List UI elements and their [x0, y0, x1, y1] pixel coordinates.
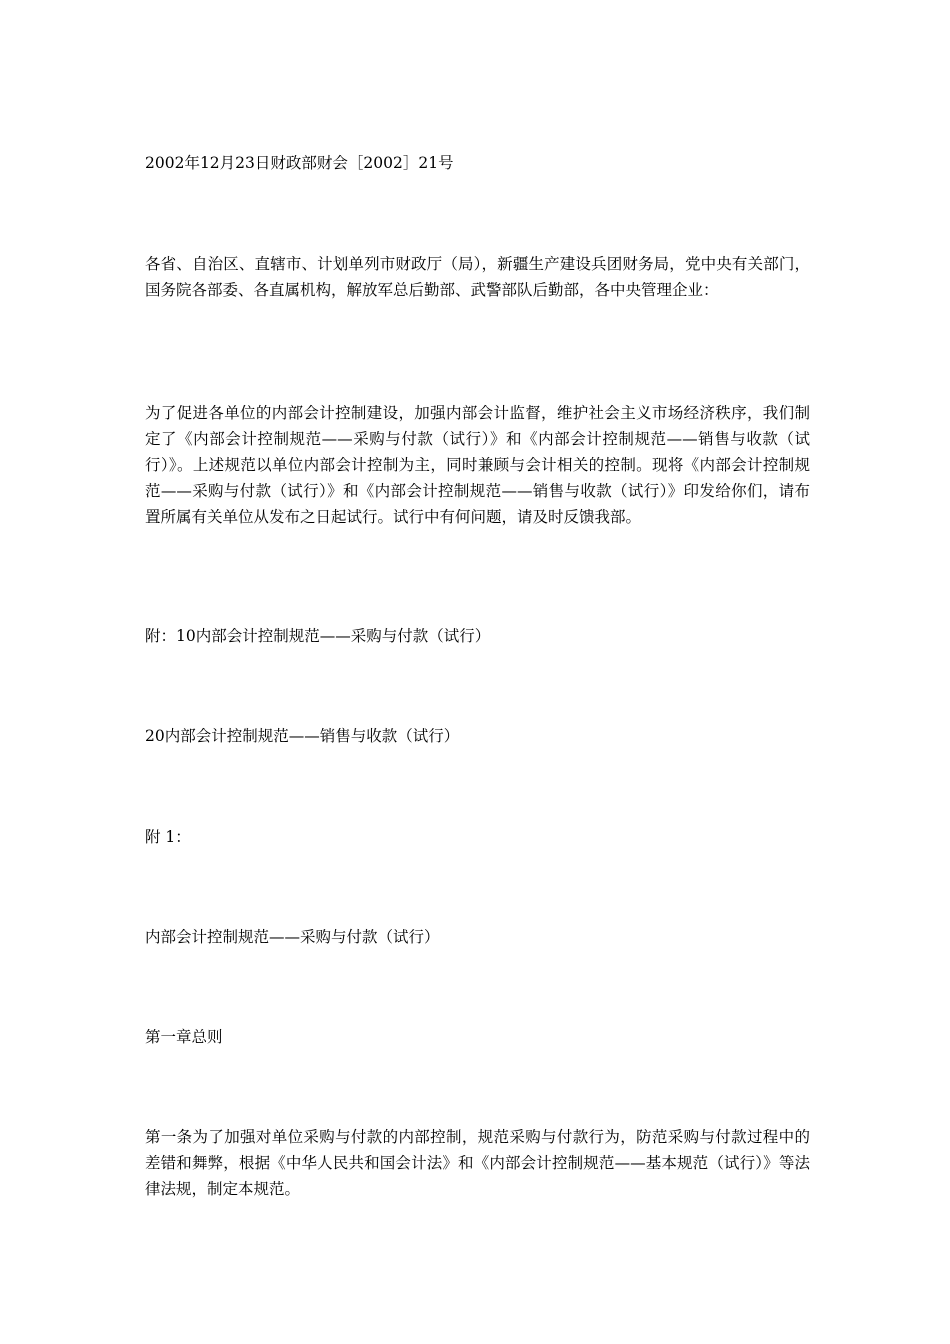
intro-paragraph: 为了促进各单位的内部会计控制建设，加强内部会计监督，维护社会主义市场经济秩序，我们制定了《内部会计控制规范——采购与付款（试行）》和《内部会计控制规范——销售与收款（试行）》。上述规范以单位内部会计控制为主，同时兼顾与会计相关的控制。现将《内部会计控制规范——采购与付款（试行）》和《内部会计控制规范——销售与收款（试行）》印发给你们，请布置所属有关单位从发布之日起试行。试行中有何问题，请及时反馈我部。 — [145, 404, 810, 526]
annex-title: 内部会计控制规范——采购与付款（试行） — [145, 928, 440, 946]
chapter-heading: 第一章总则 — [145, 1028, 223, 1046]
article-1-paragraph: 第一条为了加强对单位采购与付款的内部控制，规范采购与付款行为，防范采购与付款过程中的差错和舞弊，根据《中华人民共和国会计法》和《内部会计控制规范——基本规范（试行）》等法律法规，制定本规范。 — [145, 1128, 810, 1198]
recipients-paragraph: 各省、自治区、直辖市、计划单列市财政厅（局），新疆生产建设兵团财务局，党中央有关部门，国务院各部委、各直属机构，解放军总后勤部、武警部队后勤部，各中央管理企业： — [145, 255, 810, 299]
attachment-line-2: 20内部会计控制规范——销售与收款（试行） — [145, 727, 460, 745]
annex-label: 附 1： — [145, 828, 191, 846]
date-reference-line: 2002年12月23日财政部财会［2002］21号 — [145, 154, 454, 172]
attachment-line-1: 附：10内部会计控制规范——采购与付款（试行） — [145, 627, 491, 645]
